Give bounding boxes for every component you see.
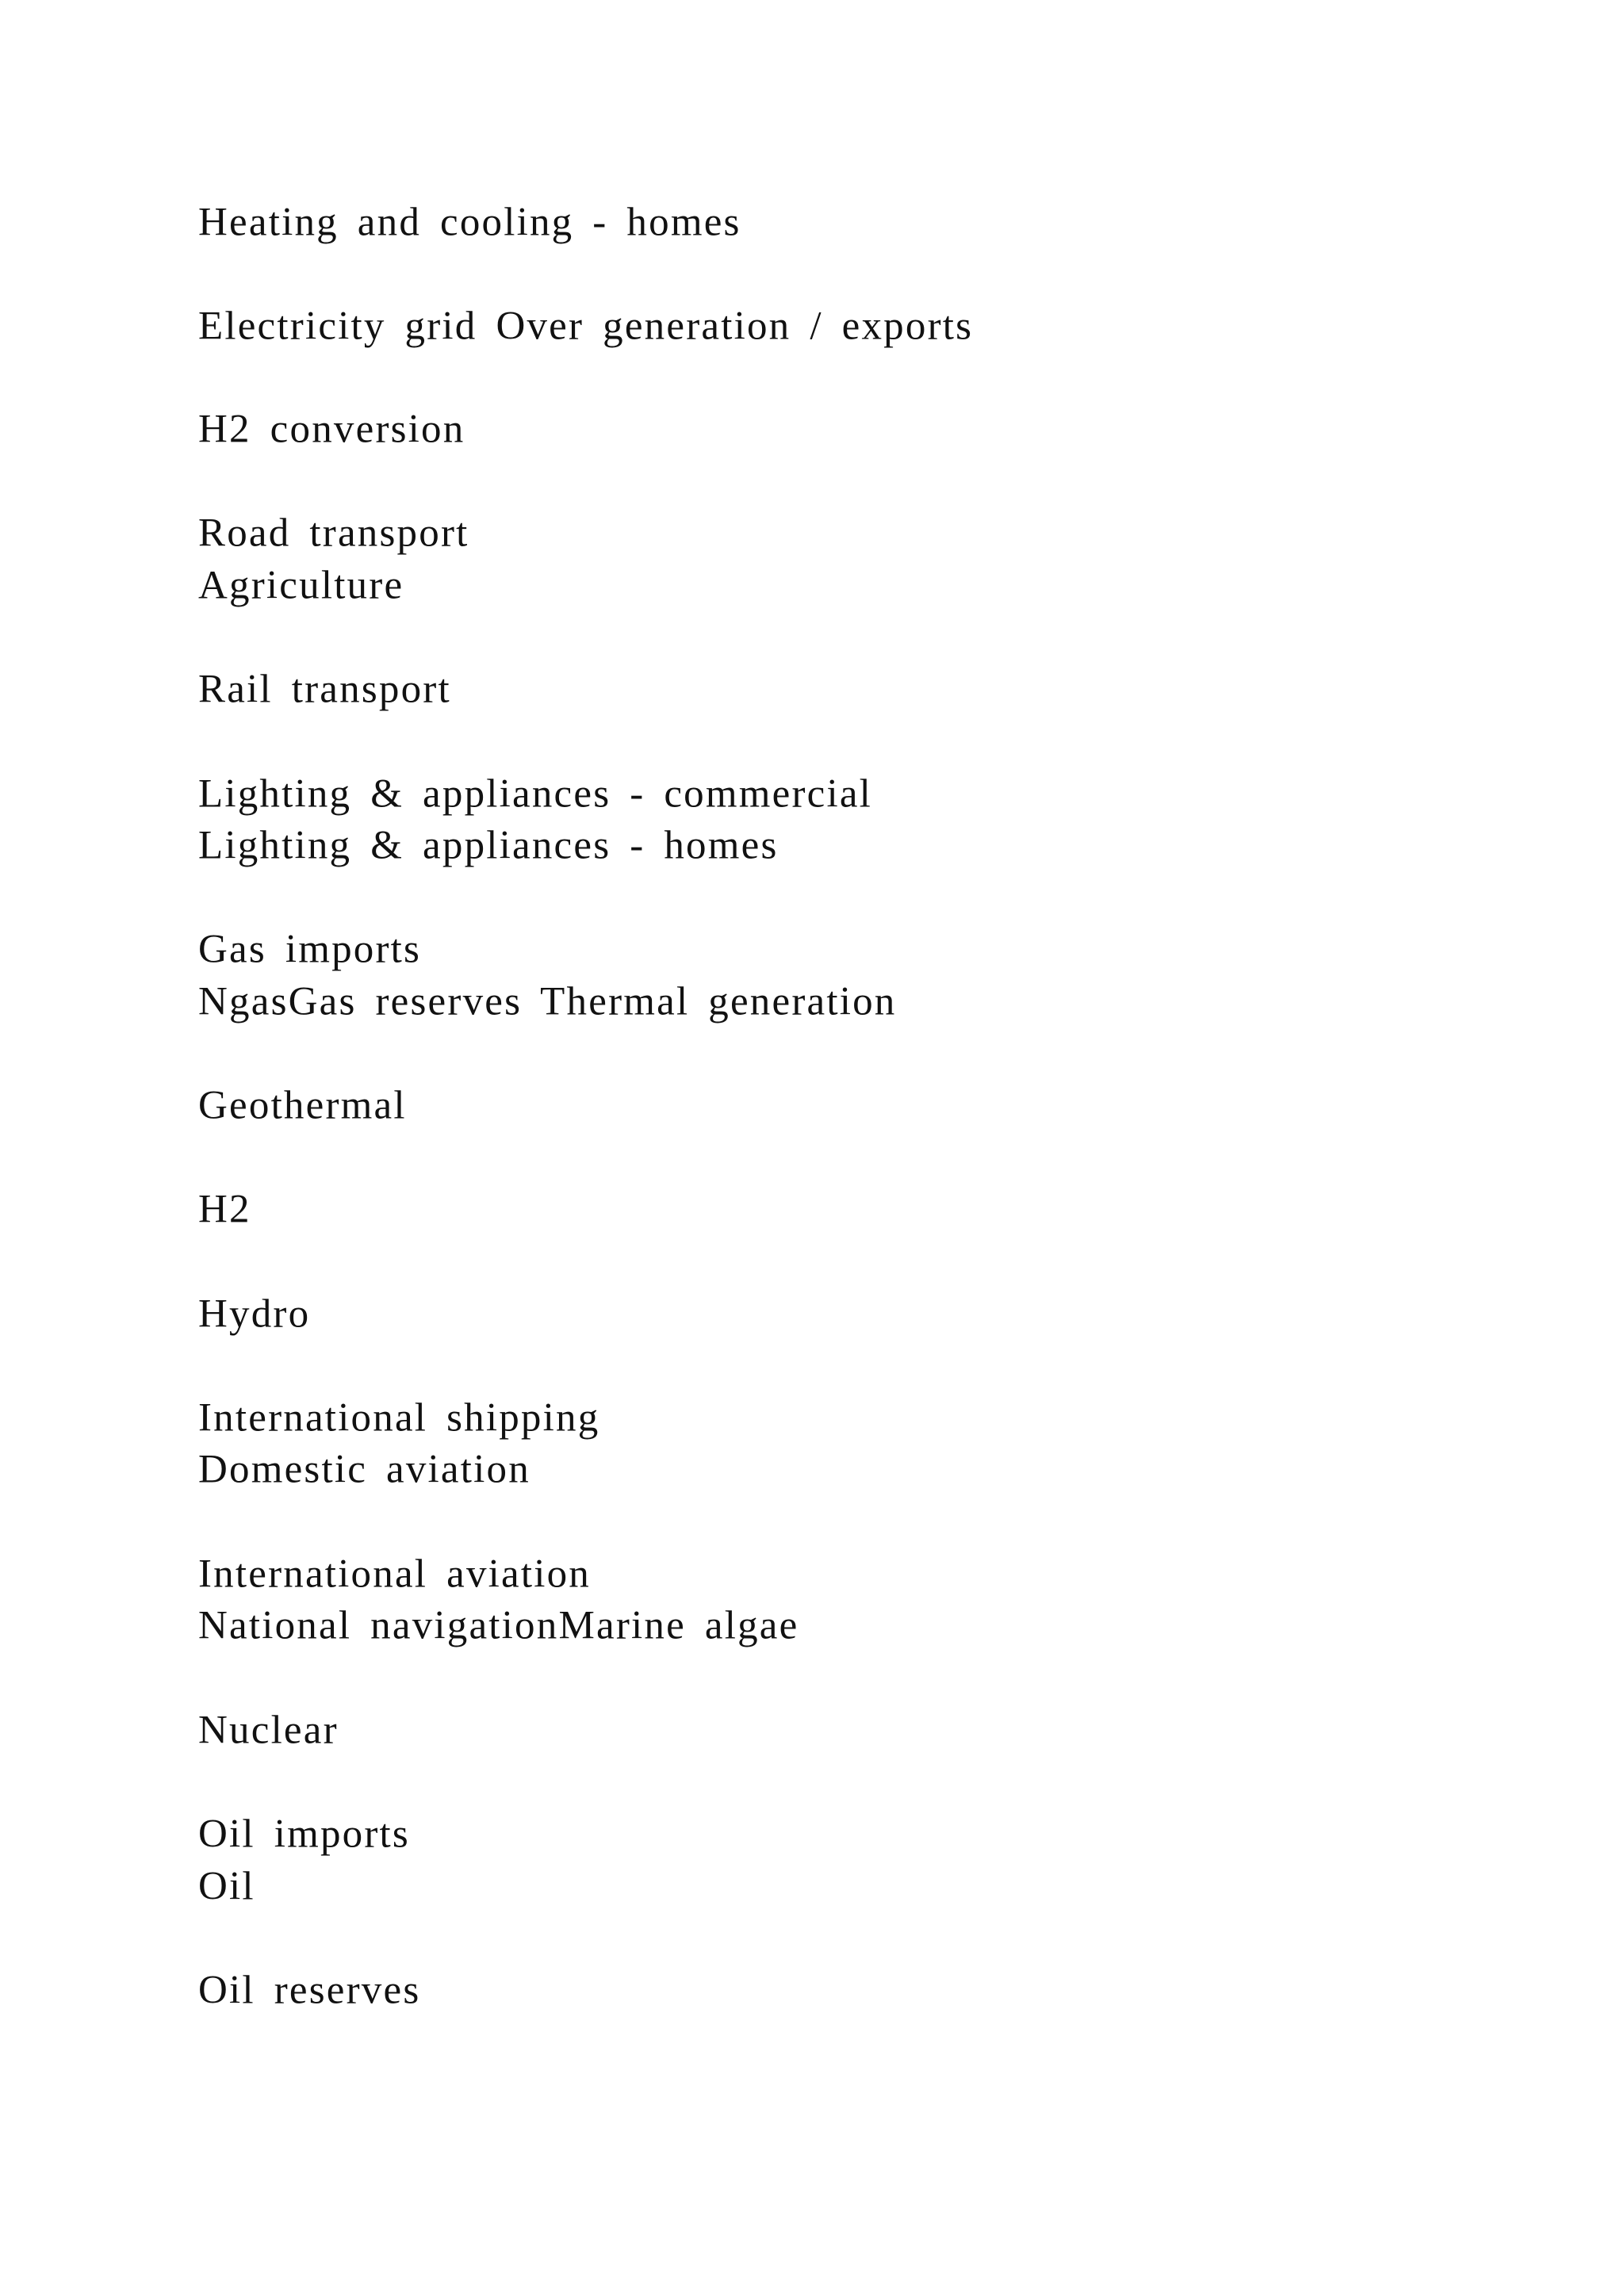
text-line: International aviation (198, 1552, 591, 1597)
text-line: Hydro (198, 1292, 311, 1337)
text-line: H2 conversion (198, 407, 465, 452)
text-line: Agriculture (198, 563, 404, 608)
text-line: National navigationMarine algae (198, 1603, 799, 1648)
text-line: International shipping (198, 1395, 600, 1441)
text-line: Road transport (198, 511, 469, 556)
text-line: Oil imports (198, 1812, 410, 1857)
text-line: Lighting & appliances - homes (198, 823, 779, 868)
text-line: Gas imports (198, 927, 422, 972)
text-line: Lighting & appliances - commercial (198, 771, 873, 817)
text-line: NgasGas reserves Thermal generation (198, 979, 897, 1024)
text-line: Domestic aviation (198, 1447, 530, 1492)
text-line: Oil (198, 1864, 255, 1909)
text-line: Heating and cooling - homes (198, 200, 741, 245)
text-line: Electricity grid Over generation / exports (198, 304, 974, 349)
text-line: Nuclear (198, 1708, 339, 1753)
text-line: H2 (198, 1187, 251, 1232)
text-line: Oil reserves (198, 1968, 421, 2013)
text-line: Geothermal (198, 1083, 407, 1128)
text-line: Rail transport (198, 667, 451, 712)
